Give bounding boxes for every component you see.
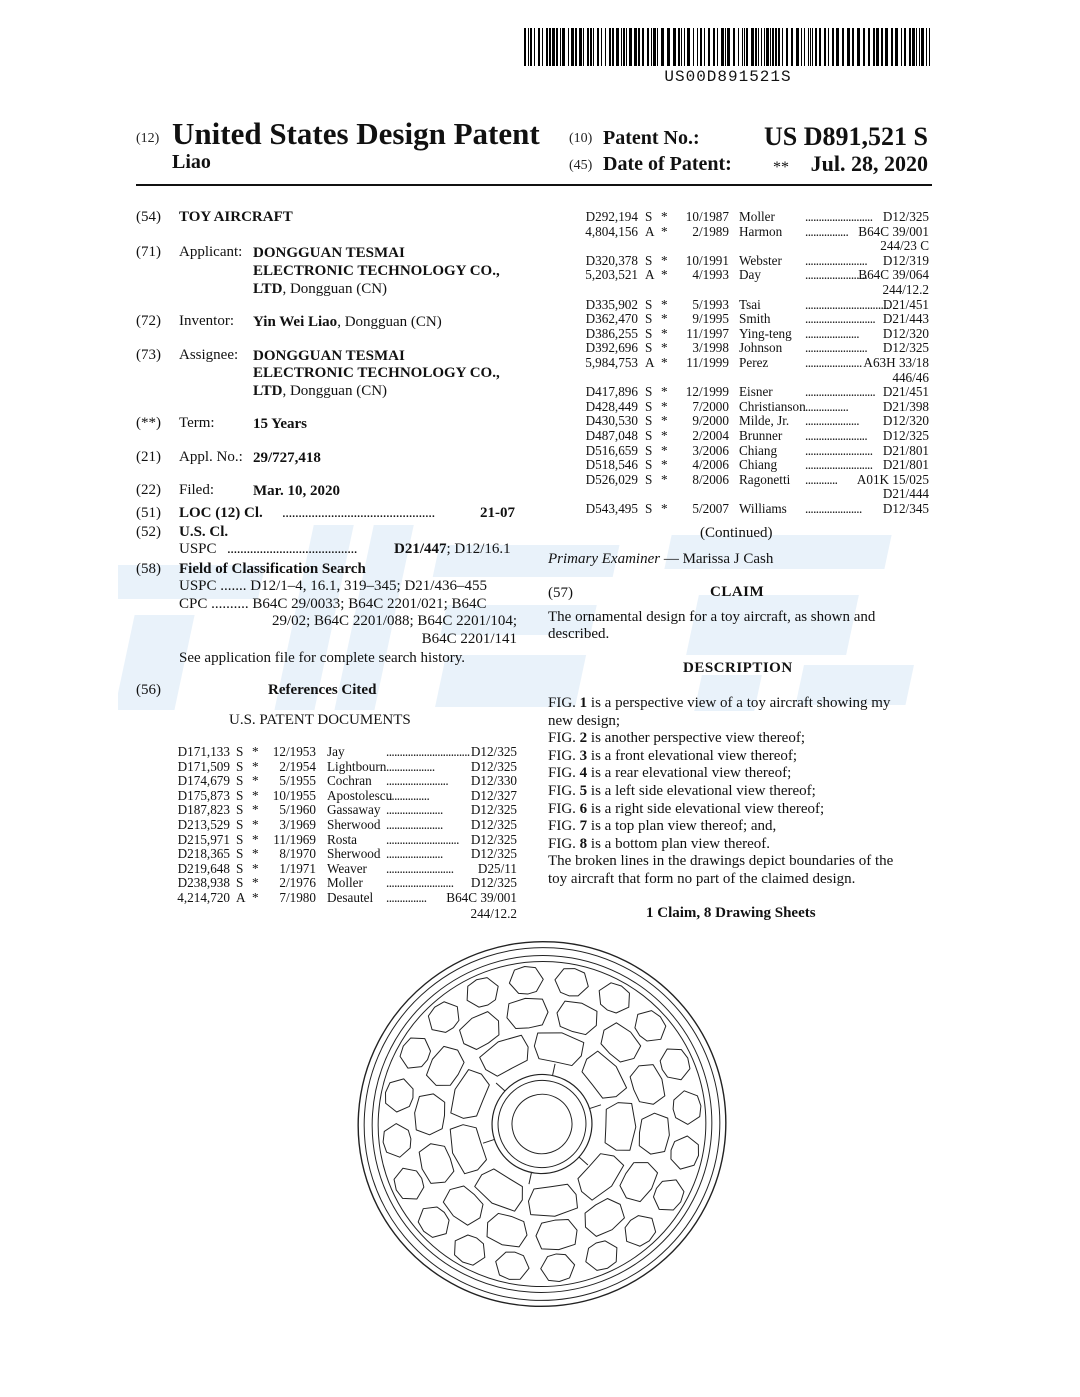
reference-kind: S — [645, 428, 653, 443]
reference-date: 11/1999 — [686, 355, 729, 370]
assignee-line-3: LTD, Dongguan (CN) — [253, 383, 388, 399]
reference-star: * — [661, 442, 668, 458]
inventor-value: Yin Wei Liao, Dongguan (CN) — [253, 314, 442, 330]
description-line: new design; — [548, 712, 621, 729]
reference-number: D362,470 — [585, 311, 638, 327]
reference-class: D12/320 — [882, 325, 929, 341]
reference-kind: S — [645, 471, 653, 487]
filed-date: Mar. 10, 2020 — [253, 483, 340, 499]
reference-kind: A — [645, 267, 655, 283]
description-line: FIG. 8 is a bottom plan view thereof. — [548, 835, 771, 852]
reference-star: * — [661, 471, 668, 487]
reference-star: * — [661, 501, 668, 516]
reference-dots: ..................... — [386, 846, 443, 862]
reference-kind: A — [236, 890, 246, 905]
reference-number: D430,530 — [585, 413, 638, 429]
description-line: toy aircraft that form no part of the claimed design. — [548, 871, 856, 887]
reference-name: Chiang — [739, 457, 778, 473]
field-search-cpc-cont-2: B64C 2201/141 — [421, 631, 517, 647]
reference-name: Cochran — [327, 773, 372, 789]
reference-class: D21/443 — [882, 311, 929, 327]
description-line: FIG. 2 is another perspective view thereof; — [548, 730, 806, 747]
document-title: United States Design Patent — [172, 116, 540, 151]
reference-kind: S — [645, 209, 653, 224]
toy-aircraft-drawing — [354, 935, 730, 1313]
reference-date: 11/1997 — [686, 325, 729, 341]
reference-continuation: 244/23 C — [880, 238, 929, 254]
reference-number: D174,679 — [177, 773, 230, 789]
reference-row — [581, 268, 929, 283]
field-code-22: (22) — [136, 482, 161, 498]
filed-label: Filed: — [179, 482, 215, 498]
field-code-52: (52) — [136, 524, 161, 540]
reference-number: D175,873 — [177, 787, 230, 803]
reference-name: Eisner — [739, 384, 773, 400]
reference-name: Jay — [327, 744, 345, 759]
reference-kind: A — [645, 223, 655, 239]
reference-star: * — [252, 846, 259, 862]
reference-date: 9/1995 — [692, 311, 729, 327]
reference-class: B64C 39/001 — [858, 223, 929, 239]
reference-date: 2/1954 — [279, 758, 316, 774]
description-line: FIG. 4 is a rear elevational view thereof; — [548, 765, 792, 782]
uspc-value: D21/447; D12/16.1 — [394, 541, 511, 557]
reference-star: * — [661, 311, 668, 327]
reference-number: 5,984,753 — [585, 355, 638, 370]
reference-kind: S — [645, 340, 653, 356]
reference-star: * — [252, 758, 259, 774]
primary-examiner: Primary Examiner — Marissa J Cash — [548, 551, 774, 567]
applicant-line-2: ELECTRONIC TECHNOLOGY CO., — [253, 263, 500, 279]
loc-label: LOC (12) Cl. — [179, 505, 263, 521]
reference-name: Weaver — [327, 860, 367, 876]
reference-row — [168, 847, 517, 862]
reference-row — [581, 312, 929, 327]
reference-number: D218,365 — [177, 846, 230, 862]
claim-text-line-1: The ornamental design for a toy aircraft, as shown and — [548, 609, 876, 625]
reference-number: D428,449 — [585, 398, 638, 414]
reference-kind: S — [236, 787, 244, 803]
reference-name: Smith — [739, 311, 771, 327]
field-search-uspc: USPC ....... D12/1–4, 16.1, 319–345; D21/436–455 — [179, 578, 487, 594]
reference-row — [581, 225, 929, 240]
application-number-label: Appl. No.: — [179, 449, 243, 465]
header-rule — [136, 184, 932, 186]
reference-row — [581, 210, 929, 225]
reference-name: Sherwood — [327, 846, 381, 862]
reference-date: 2/1989 — [692, 223, 729, 239]
reference-name: Chiang — [739, 442, 778, 458]
reference-row — [581, 356, 929, 371]
assignee-line-1: DONGGUAN TESMAI — [253, 348, 405, 364]
reference-number: D417,896 — [585, 384, 638, 400]
reference-dots: ....................... — [386, 773, 449, 789]
field-code-56: (56) — [136, 682, 161, 698]
reference-star: * — [252, 860, 259, 876]
reference-kind: S — [645, 413, 653, 429]
reference-class: D12/325 — [882, 428, 929, 443]
reference-dots: ....................... — [805, 340, 868, 356]
reference-date: 5/2007 — [692, 501, 729, 516]
reference-kind: S — [236, 744, 244, 759]
uspc-label: USPC — [179, 541, 217, 557]
reference-row — [168, 891, 517, 906]
reference-kind: S — [236, 875, 244, 891]
reference-name: Harmon — [739, 223, 783, 239]
reference-row — [581, 458, 929, 473]
applicant-line-3: LTD, Dongguan (CN) — [253, 281, 388, 297]
reference-number: D516,659 — [585, 442, 638, 458]
date-of-patent-label: Date of Patent: — [603, 153, 732, 175]
reference-dots: .......................... — [805, 384, 876, 400]
reference-row — [581, 429, 929, 444]
reference-dots: ................ — [386, 787, 430, 803]
reference-class: D21/451 — [882, 384, 929, 400]
loc-value: 21-07 — [480, 505, 515, 521]
reference-name: Rosta — [327, 831, 358, 847]
barcode-number: US00D891521S — [664, 68, 792, 86]
inventor-surname: Liao — [172, 151, 211, 173]
reference-date: 5/1993 — [692, 296, 729, 312]
reference-date: 3/1998 — [692, 340, 729, 356]
reference-star: * — [661, 267, 668, 283]
field-code-73: (73) — [136, 347, 161, 363]
reference-kind: S — [236, 831, 244, 847]
reference-star: * — [252, 787, 259, 803]
reference-date: 2/2004 — [692, 428, 729, 443]
reference-number: D292,194 — [585, 209, 638, 224]
field-search-label: Field of Classification Search — [179, 561, 366, 577]
field-code-21: (21) — [136, 449, 161, 465]
reference-number: D335,902 — [585, 296, 638, 312]
field-code-10: (10) — [569, 131, 593, 146]
reference-name: Sherwood — [327, 817, 381, 832]
reference-continuation: 244/12.2 — [882, 282, 929, 297]
reference-dots: .................... — [805, 325, 859, 341]
reference-name: Ragonetti — [739, 471, 791, 487]
reference-dots: .......................... — [805, 311, 876, 327]
reference-number: D392,696 — [585, 340, 638, 356]
reference-date: 8/1970 — [279, 846, 316, 862]
reference-date: 7/2000 — [692, 398, 729, 414]
reference-class: A63H 33/18 — [863, 355, 929, 370]
us-patent-documents-heading: U.S. PATENT DOCUMENTS — [229, 712, 411, 728]
patent-number: US D891,521 S — [764, 122, 928, 151]
reference-kind: S — [236, 802, 244, 818]
reference-dots: ..................... — [805, 355, 862, 370]
field-code-72: (72) — [136, 313, 161, 329]
reference-number: 5,203,521 — [585, 267, 638, 283]
reference-date: 1/1971 — [279, 860, 316, 876]
reference-row — [581, 385, 929, 400]
reference-star: * — [661, 413, 668, 429]
reference-dots: ........................... — [386, 831, 459, 847]
barcode-graphic — [524, 28, 932, 68]
claim-text-line-2: described. — [548, 626, 610, 642]
reference-dots: ................ — [805, 398, 849, 414]
reference-dots: ..................... — [805, 501, 862, 516]
reference-class: D12/325 — [470, 744, 517, 759]
reference-class: D12/320 — [882, 413, 929, 429]
term-value: 15 Years — [253, 416, 308, 432]
reference-class: D12/327 — [470, 787, 517, 803]
reference-name: Williams — [739, 501, 787, 516]
reference-continuation: 446/46 — [892, 369, 929, 385]
reference-continuation: D21/444 — [882, 486, 929, 502]
field-search-cpc: CPC .......... B64C 29/0033; B64C 2201/021; B64C — [179, 596, 487, 612]
reference-kind: S — [236, 846, 244, 862]
reference-star: * — [661, 223, 668, 239]
reference-star: * — [252, 744, 259, 759]
reference-name: Desautel — [327, 890, 374, 905]
reference-dots: ................ — [805, 223, 849, 239]
reference-dots: .................... — [805, 413, 859, 429]
reference-date: 5/1955 — [279, 773, 316, 789]
reference-class: D12/319 — [882, 252, 929, 268]
reference-dots: ......................... — [386, 875, 454, 891]
reference-kind: S — [645, 457, 653, 473]
reference-kind: A — [645, 355, 655, 370]
reference-dots: ......................... — [805, 457, 873, 473]
reference-dots: ............ — [805, 471, 838, 487]
reference-date: 7/1980 — [279, 890, 316, 905]
reference-star: * — [252, 817, 259, 832]
term-label: Term: — [179, 415, 215, 431]
reference-dots: ......................... — [805, 209, 873, 224]
reference-star: * — [252, 802, 259, 818]
reference-date: 5/1960 — [279, 802, 316, 818]
reference-number: D320,378 — [585, 252, 638, 268]
reference-number: D518,546 — [585, 457, 638, 473]
field-code-54: (54) — [136, 209, 161, 225]
reference-kind: S — [236, 817, 244, 832]
reference-row — [168, 745, 517, 760]
assignee-label: Assignee: — [179, 347, 239, 363]
field-code-71: (71) — [136, 244, 161, 260]
date-of-patent: Jul. 28, 2020 — [810, 151, 928, 176]
field-code-12: (12) — [136, 131, 160, 146]
reference-dots: ....................... — [805, 267, 868, 283]
reference-dots: ....................... — [805, 428, 868, 443]
applicant-line-1: DONGGUAN TESMAI — [253, 245, 405, 261]
patent-number-label: Patent No.: — [603, 127, 700, 149]
reference-number: D386,255 — [585, 325, 638, 341]
reference-name: Tsai — [739, 296, 761, 312]
reference-date: 2/1976 — [279, 875, 316, 891]
reference-continuation: 244/12.2 — [470, 905, 517, 921]
reference-kind: S — [645, 384, 653, 400]
field-code-45: (45) — [569, 158, 593, 173]
references-cited-heading: References Cited — [268, 682, 377, 698]
reference-star: * — [661, 355, 668, 370]
reference-dots: ..................... — [386, 802, 443, 818]
us-cl-label: U.S. Cl. — [179, 524, 229, 540]
reference-star: * — [252, 773, 259, 789]
reference-star: * — [661, 340, 668, 356]
reference-class: D12/325 — [882, 340, 929, 356]
reference-number: D219,648 — [177, 860, 230, 876]
reference-date: 10/1987 — [685, 209, 729, 224]
reference-class: D12/345 — [882, 501, 929, 516]
reference-star: * — [661, 325, 668, 341]
reference-row — [168, 818, 517, 833]
reference-name: Perez — [739, 355, 769, 370]
reference-class: D12/325 — [470, 846, 517, 862]
reference-row — [581, 502, 929, 517]
reference-date: 4/2006 — [692, 457, 729, 473]
reference-name: Christianson — [739, 398, 806, 414]
reference-date: 12/1953 — [272, 744, 316, 759]
reference-class: D12/325 — [470, 831, 517, 847]
reference-kind: S — [236, 773, 244, 789]
reference-dots: ......................... — [386, 860, 454, 876]
reference-number: D526,029 — [585, 471, 638, 487]
reference-row — [168, 774, 517, 789]
reference-date: 3/1969 — [279, 817, 316, 832]
reference-number: D187,823 — [177, 802, 230, 818]
reference-dots: ............... — [386, 890, 427, 905]
reference-class: D12/325 — [882, 209, 929, 224]
reference-number: D171,509 — [177, 758, 230, 774]
reference-name: Gassaway — [327, 802, 381, 818]
claims-sheets-summary: 1 Claim, 8 Drawing Sheets — [646, 905, 816, 921]
reference-name: Ying-teng — [739, 325, 792, 341]
reference-star: * — [661, 457, 668, 473]
reference-class: B64C 39/001 — [446, 890, 517, 905]
reference-star: * — [252, 831, 259, 847]
reference-number: D543,495 — [585, 501, 638, 516]
loc-dots: ............................................... — [282, 505, 435, 521]
reference-kind: S — [645, 252, 653, 268]
reference-name: Webster — [739, 252, 782, 268]
reference-number: 4,214,720 — [177, 890, 230, 905]
reference-date: 10/1991 — [685, 252, 729, 268]
term-stars: ** — [773, 159, 789, 176]
reference-class: B64C 39/064 — [858, 267, 929, 283]
field-search-cpc-cont: 29/02; B64C 2201/088; B64C 2201/104; — [271, 613, 517, 629]
reference-number: D171,133 — [177, 744, 230, 759]
reference-number: D238,938 — [177, 875, 230, 891]
invention-title: TOY AIRCRAFT — [179, 209, 293, 225]
uspc-dots: ........................................ — [227, 541, 357, 557]
applicant-label: Applicant: — [179, 244, 243, 260]
reference-class: D25/11 — [477, 860, 517, 876]
reference-star: * — [661, 252, 668, 268]
reference-kind: S — [645, 296, 653, 312]
reference-kind: S — [236, 758, 244, 774]
reference-row — [581, 473, 929, 488]
reference-star: * — [661, 296, 668, 312]
description-line: FIG. 6 is a right side elevational view thereof; — [548, 800, 825, 817]
search-history-note: See application file for complete search history. — [179, 650, 466, 666]
reference-star: * — [661, 209, 668, 224]
assignee-line-2: ELECTRONIC TECHNOLOGY CO., — [253, 365, 500, 381]
field-code-57: (57) — [548, 585, 573, 601]
reference-class: D12/330 — [470, 773, 517, 789]
reference-star: * — [252, 890, 259, 905]
reference-name: Moller — [739, 209, 775, 224]
reference-name: Apostolescu — [327, 787, 393, 803]
reference-name: Moller — [327, 875, 363, 891]
reference-star: * — [661, 398, 668, 414]
reference-star: * — [661, 384, 668, 400]
reference-date: 8/2006 — [692, 471, 729, 487]
description-line: The broken lines in the drawings depict boundaries of the — [548, 853, 894, 870]
description-line: FIG. 5 is a left side elevational view thereof; — [548, 783, 816, 799]
reference-name: Lightbourn — [327, 758, 387, 774]
field-code-51: (51) — [136, 505, 161, 521]
reference-number: D215,971 — [177, 831, 230, 847]
reference-class: D21/801 — [882, 442, 929, 458]
reference-kind: S — [645, 325, 653, 341]
reference-class: D12/325 — [470, 802, 517, 818]
reference-dots: ............................... — [805, 296, 889, 312]
description-line: FIG. 3 is a front elevational view thereof; — [548, 747, 798, 764]
reference-class: D21/451 — [882, 296, 929, 312]
reference-dots: ............................... — [386, 744, 470, 759]
reference-number: D213,529 — [177, 817, 230, 832]
application-number: 29/727,418 — [253, 450, 321, 466]
reference-class: D12/325 — [470, 875, 517, 891]
reference-date: 9/2000 — [692, 413, 729, 429]
reference-star: * — [661, 428, 668, 443]
reference-date: 11/1969 — [273, 831, 316, 847]
reference-kind: S — [645, 311, 653, 327]
reference-kind: S — [645, 442, 653, 458]
description-line: FIG. 1 is a perspective view of a toy aircraft showing my — [548, 695, 891, 711]
reference-name: Milde, Jr. — [739, 413, 790, 429]
reference-class: D12/325 — [470, 817, 517, 832]
continued-label: (Continued) — [700, 525, 773, 541]
reference-star: * — [252, 875, 259, 891]
reference-class: D12/325 — [470, 758, 517, 774]
reference-dots: ..................... — [386, 817, 443, 832]
reference-date: 12/1999 — [685, 384, 729, 400]
reference-date: 4/1993 — [692, 267, 729, 283]
reference-class: D21/398 — [882, 398, 929, 414]
reference-class: D21/801 — [882, 457, 929, 473]
reference-name: Johnson — [739, 340, 783, 356]
reference-date: 10/1955 — [272, 787, 316, 803]
reference-number: 4,804,156 — [585, 223, 638, 239]
reference-kind: S — [645, 501, 653, 516]
description-heading: DESCRIPTION — [683, 660, 793, 676]
field-code-58: (58) — [136, 561, 161, 577]
claim-heading: CLAIM — [710, 584, 765, 600]
description-line: FIG. 7 is a top plan view thereof; and, — [548, 818, 777, 835]
reference-kind: S — [236, 860, 244, 876]
reference-name: Brunner — [739, 428, 783, 443]
reference-dots: ......................... — [805, 442, 873, 458]
reference-dots: ....................... — [805, 252, 868, 268]
reference-kind: S — [645, 398, 653, 414]
reference-name: Day — [739, 267, 761, 283]
inventor-label: Inventor: — [179, 313, 234, 329]
reference-dots: .................. — [386, 758, 435, 774]
reference-number: D487,048 — [585, 428, 638, 443]
field-code-term: (**) — [136, 415, 161, 431]
reference-date: 3/2006 — [692, 442, 729, 458]
reference-class: A01K 15/025 — [856, 471, 929, 487]
